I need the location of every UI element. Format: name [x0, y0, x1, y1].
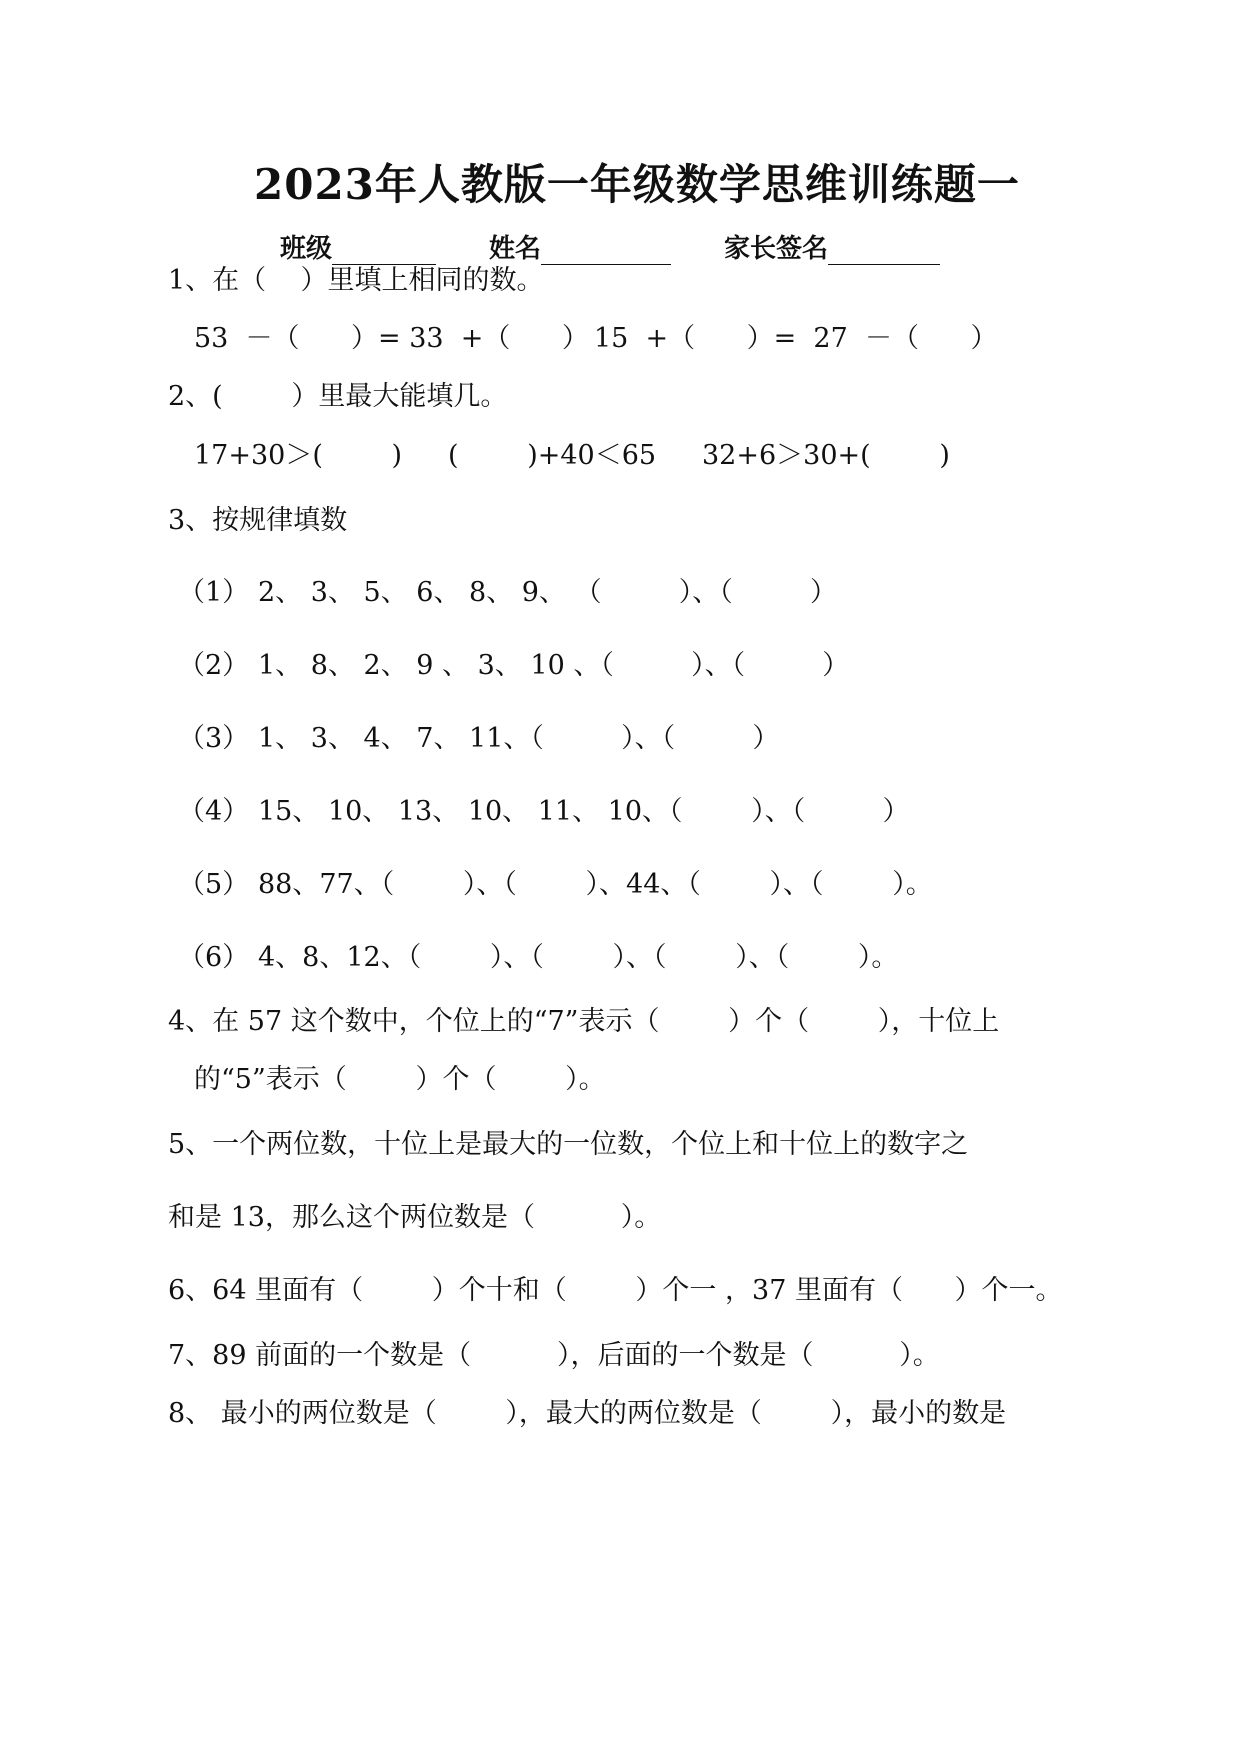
sequence-number: （5） — [178, 869, 250, 900]
question-5-line-1: 5、一个两位数，十位上是最大的一位数，个位上和十位上的数字之 — [168, 1129, 969, 1160]
name-field — [489, 228, 671, 265]
student-info-row — [0, 228, 1241, 268]
question-2-inequality-c: 32+6＞30+( ) — [702, 440, 950, 471]
page-title: 2023年人教版一年级数学思维训练题一 — [254, 160, 1020, 209]
sequence-item: 15、 10、 13、 10、 11、 10、（ ）、（ ） — [258, 796, 910, 827]
question-8: 8、 最小的两位数是（ ），最大的两位数是（ ），最小的数是 — [168, 1398, 1007, 1429]
question-1-equation-a: 53 －（ ）= 33 +（ ） — [194, 323, 589, 354]
question-2-inequality-a: 17+30＞( ) — [194, 440, 403, 471]
sequence-item: 4、8、12、（ ）、（ ）、（ ）、（ ）。 — [258, 942, 899, 973]
question-1-equation-b: 15 +（ ）= 27 －（ ） — [594, 323, 998, 354]
question-2-prompt: 2、( ）里最大能填几。 — [168, 381, 508, 412]
sequence-item: 2、 3、 5、 6、 8、 9、 （ ）、（ ） — [258, 577, 838, 608]
sequence-item: 1、 3、 4、 7、 11、（ ）、（ ） — [258, 723, 780, 754]
question-2-inequality-b: ( )+40＜65 — [448, 440, 657, 471]
class-label: 班级 — [280, 234, 333, 264]
parent-signature-field — [724, 228, 940, 265]
question-5-line-2: 和是 13，那么这个两位数是（ ）。 — [168, 1202, 662, 1233]
question-4-line-1: 4、在 57 这个数中，个位上的“7”表示（ ）个（ ），十位上 — [168, 1006, 1000, 1037]
sequence-number: （3） — [178, 723, 250, 754]
question-4-line-2: 的“5”表示（ ）个（ ）。 — [194, 1064, 606, 1095]
question-6: 6、64 里面有（ ）个十和（ ）个一 ，37 里面有（ ）个一。 — [168, 1275, 1063, 1306]
question-3-prompt: 3、按规律填数 — [168, 505, 348, 536]
sequence-number: （4） — [178, 796, 250, 827]
question-1-prompt: 1、在（ ）里填上相同的数。 — [168, 265, 544, 296]
question-7: 7、89 前面的一个数是（ ），后面的一个数是（ ）。 — [168, 1340, 940, 1371]
name-label: 姓名 — [489, 234, 542, 264]
class-blank[interactable] — [332, 236, 436, 265]
parent-signature-blank[interactable] — [828, 236, 940, 265]
parent-signature-label: 家长签名 — [724, 234, 829, 264]
sequence-number: （1） — [178, 577, 250, 608]
sequence-number: （2） — [178, 650, 250, 681]
sequence-item: 1、 8、 2、 9 、 3、 10 、（ ）、（ ） — [258, 650, 850, 681]
name-blank[interactable] — [541, 236, 671, 265]
sequence-number: （6） — [178, 942, 250, 973]
class-field — [280, 228, 436, 265]
sequence-item: 88、77、（ ）、（ ）、44、（ ）、（ ）。 — [258, 869, 933, 900]
